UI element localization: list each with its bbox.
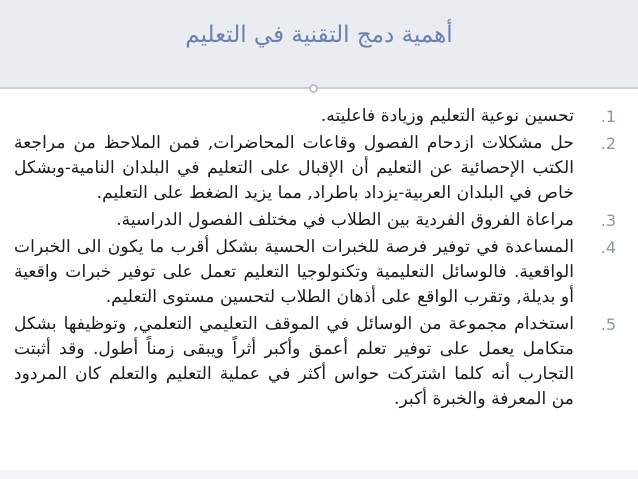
list-item-number: .5 — [600, 315, 616, 334]
list-item-number: .2 — [600, 134, 616, 153]
divider-circle-icon — [309, 84, 318, 93]
list-item — [14, 208, 626, 233]
list-item — [14, 312, 626, 412]
list-item-text: حل مشكلات ازدحام الفصول وقاعات المحاضرات, فمن الملاحظ من مراجعة الكتب الإحصائية عن التعليم أن الإقبال على التعليم في البلدان النامية-وبشكل خاص في البلدان العربية-يزداد باطراد, مما يزيد الضغط على التعليم. — [14, 133, 574, 203]
numbered-list — [14, 104, 626, 414]
list-item-text: تحسين نوعية التعليم وزيادة فاعليته. — [320, 106, 574, 126]
list-item-text: استخدام مجموعة من الوسائل في الموقف التعليمي التعلمي, وتوظيفها بشكل متكامل يعمل على توفير تعلم أعمق وأكبر أثراً ويبقى زمناً أطول. وقد أثبتت التجارب أنه كلما اشتركت حواس أكثر في عملية التعليم والتعلم كان المردود من المعرفة والخبرة أكبر. — [14, 314, 574, 409]
list-item-number: .1 — [600, 107, 616, 126]
slide-title: أهمية دمج التقنية في التعليم — [185, 22, 453, 48]
list-item-text: المساعدة في توفير فرصة للخبرات الحسية بشكل أقرب ما يكون الى الخبرات الواقعية. فالوسائل التعليمية وتكنولوجيا التعليم تعمل على توفير خبرات واقعية أو بديلة, وتقرب الواقع على أذهان الطلاب لتحسين مستوى التعليم. — [14, 237, 574, 307]
list-item — [14, 104, 626, 129]
list-item-text: مراعاة الفروق الفردية بين الطلاب في مختلف الفصول الدراسية. — [116, 210, 574, 230]
list-item-number: .3 — [600, 211, 616, 230]
list-item — [14, 131, 626, 206]
list-item — [14, 235, 626, 310]
list-item-number: .4 — [600, 238, 616, 257]
title-band — [0, 0, 638, 88]
bottom-band — [0, 470, 638, 479]
title-divider — [0, 86, 638, 90]
divider-line — [0, 87, 638, 89]
